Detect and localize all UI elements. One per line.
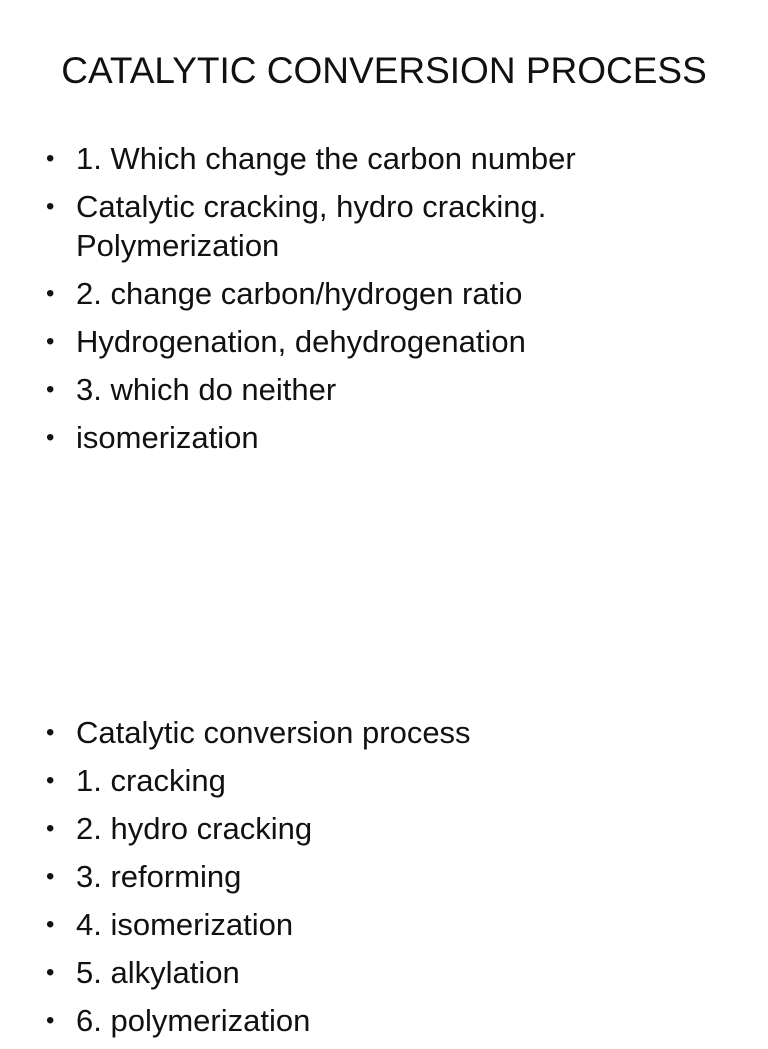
list-item-text: 1. Which change the carbon number bbox=[76, 141, 576, 176]
bullet-icon: • bbox=[46, 280, 55, 307]
bullet-icon: • bbox=[46, 911, 55, 938]
list-item-text: 6. polymerization bbox=[76, 1003, 311, 1038]
list-item-text: 2. change carbon/hydrogen ratio bbox=[76, 276, 523, 311]
list-item bbox=[0, 274, 716, 313]
bullet-icon: • bbox=[46, 1007, 55, 1034]
list-item bbox=[0, 857, 716, 896]
bullet-icon: • bbox=[46, 767, 55, 794]
bullet-icon: • bbox=[46, 719, 55, 746]
list-item bbox=[0, 761, 716, 800]
bullet-icon: • bbox=[46, 193, 55, 220]
list-item bbox=[0, 322, 716, 361]
bullet-icon: • bbox=[46, 145, 55, 172]
page-title: CATALYTIC CONVERSION PROCESS bbox=[61, 50, 707, 91]
list-item-text: isomerization bbox=[76, 420, 259, 455]
list-item-text: 1. cracking bbox=[76, 763, 226, 798]
bullet-icon: • bbox=[46, 863, 55, 890]
list-item-text: 2. hydro cracking bbox=[76, 811, 313, 846]
list-item-text: 3. which do neither bbox=[76, 372, 337, 407]
list-item-text: Catalytic cracking, hydro cracking. Polymerization bbox=[76, 189, 547, 263]
bullet-icon: • bbox=[46, 815, 55, 842]
list-item bbox=[0, 1001, 716, 1040]
list-item bbox=[0, 187, 716, 265]
list-item bbox=[0, 953, 716, 992]
list-item bbox=[0, 905, 716, 944]
bullet-list-conversion-categories bbox=[0, 139, 716, 466]
list-item bbox=[0, 713, 716, 752]
list-item bbox=[0, 418, 716, 457]
list-item bbox=[0, 370, 716, 409]
list-item bbox=[0, 809, 716, 848]
list-item-text: 3. reforming bbox=[76, 859, 242, 894]
bullet-icon: • bbox=[46, 376, 55, 403]
list-item-text: Hydrogenation, dehydrogenation bbox=[76, 324, 526, 359]
bullet-icon: • bbox=[46, 328, 55, 355]
list-item-text: Catalytic conversion process bbox=[76, 715, 471, 750]
bullet-icon: • bbox=[46, 959, 55, 986]
list-item-text: 4. isomerization bbox=[76, 907, 294, 942]
bullet-list-catalytic-processes bbox=[0, 713, 716, 1049]
bullet-icon: • bbox=[46, 424, 55, 451]
list-item-text: 5. alkylation bbox=[76, 955, 240, 990]
list-item bbox=[0, 139, 716, 178]
